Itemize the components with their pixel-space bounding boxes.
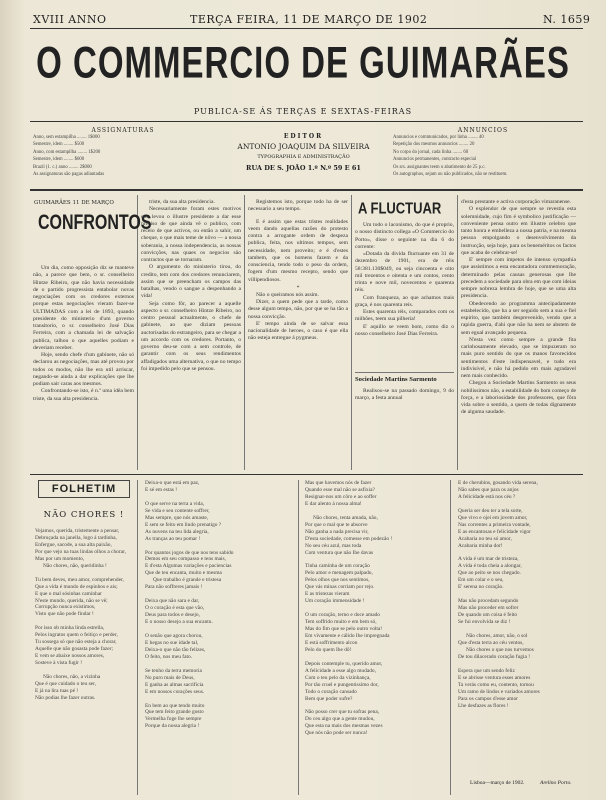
poem-line: E sé em estas ! bbox=[145, 486, 178, 493]
poem-line bbox=[305, 556, 449, 563]
column-divider bbox=[298, 480, 299, 795]
article-paragraph: N'esta vez como sempre a grande fita carinhosamente elevado, que se impuzeram no mais puro sentido do que os manos favorecidos sentimentos d'este indispensavel, e tudo era indivisível, e não há pedido em mais agradavel nem mais conhecido. bbox=[461, 336, 576, 379]
poem-line: Não chores, não, a vizinha bbox=[43, 674, 101, 681]
poem-line: D'esta sociedade, comesse em podezâo ! bbox=[305, 535, 393, 542]
article-paragraph: Confrontando-se isto, é n.º uma idêa bem triste, da sua alta presidencia. bbox=[33, 388, 134, 402]
poem-line: Mas que havemos nós de fazer bbox=[305, 480, 372, 486]
poem-line: Mas sempre, que nós amaste, bbox=[145, 514, 209, 521]
poem-line: De tou dilacerado coração fugia ! bbox=[458, 653, 530, 660]
poem-line: Se vida e seu contente soffrer, bbox=[145, 507, 210, 514]
poem-line: Não ganha a nada precisa vir, bbox=[305, 528, 369, 535]
poem-line: En bem ao que tendo muito bbox=[145, 702, 205, 709]
poem-line: Bem que poder sufre? bbox=[305, 695, 353, 702]
poem-line bbox=[145, 661, 297, 668]
poem-line bbox=[305, 654, 449, 661]
article-paragraph: Com franqueza, ao que achamos mais graça, é nos quarenta reis. bbox=[355, 294, 454, 308]
subscriptions-line: Semestre, idem ........ $600 bbox=[33, 157, 85, 163]
editor-box bbox=[222, 133, 385, 172]
poem-line: A vida é toda cheia a alongar, bbox=[458, 563, 522, 570]
poem-line: E dar alento á nossa alma! bbox=[305, 500, 362, 507]
article-paragraph: E' sempre com impetos de intenso sympathia que assistimos a esta encantadora commemoração, determinado pelas causas generosas que Ihe precedem a sociedade para obra em que com ideias sempre nobreza lembra de hoje, que se uma alta presidencia. bbox=[461, 257, 576, 300]
article-fluctuar-body bbox=[355, 222, 454, 372]
subscriptions-line: Anno, com estampilha ........ 1$200 bbox=[33, 149, 101, 155]
poem-line: Que de teu encanta, muito e mesma bbox=[145, 570, 222, 577]
poem-line: Nas correntes a primeira vontade, bbox=[458, 521, 531, 528]
poem-line: N'este mundo, querida, não se vê; bbox=[35, 597, 108, 604]
poem-line: E o nosso desejo a sua encantu. bbox=[145, 619, 213, 626]
poem-line bbox=[145, 543, 297, 550]
poem-line bbox=[458, 661, 582, 668]
article-paragraph: Um todo o laconismo, do que é proprio, o nosso distincto collega «O Commercio do Porto», disse o seguinte na dia 6 do corrente: bbox=[355, 222, 454, 250]
poem-line: Por que o mal que te absorve bbox=[305, 521, 368, 528]
sarmento-intro bbox=[355, 388, 454, 418]
column-divider bbox=[137, 195, 138, 470]
article-paragraph: O explendor de que sempre se revestiu esta solemnidade, cujo fim é symbolico justificação — conveniente pensa outro em illustre celebro que tanto honra e embelleza a nossa patria, e na mesma pessoa empolgando o desenvolvimento da instrucção, seja hoje, para os beneméritos os factos que acaba de celebrar-se! bbox=[461, 206, 576, 256]
feuilleton-label: FOLHETIM bbox=[51, 483, 117, 495]
poem-line: Espera que um sendo feliz bbox=[458, 667, 515, 674]
poem-line: Quando esse mal não se asfixia? bbox=[305, 486, 375, 493]
poem-column-3 bbox=[305, 480, 449, 796]
poem-line: Debruçada na janella, logo á tardinha, bbox=[35, 534, 117, 541]
poem-line: O que serve na terra a vida, bbox=[145, 500, 205, 507]
article-headline-fluctuar: A FLUCTUAR bbox=[358, 199, 442, 217]
poem-line bbox=[458, 550, 582, 557]
article-column-2 bbox=[141, 199, 241, 470]
poem-line: Com ventura que não Ihe davas bbox=[305, 549, 374, 556]
article-paragraph: «Dotada da divida fluctuante em 31 de dezembro de 1901, era de réis 58:381.130$049, ou seja cincoenta e oito mil trezentos e oitenta e um contos, cento trinta e nove mil, novecentos e quarenta réis. bbox=[355, 251, 454, 294]
poem-line: E as encantosas e felicidade vigor bbox=[458, 528, 531, 535]
article-dateline: GUIMARÃES 11 DE MARÇO bbox=[34, 200, 114, 206]
poem-line bbox=[305, 605, 449, 612]
issue-number: N. 1659 bbox=[543, 13, 591, 26]
poem-column-1 bbox=[35, 528, 135, 796]
poem-line: E sem se feito em lindo prenatigo ? bbox=[145, 521, 222, 528]
poem-line: Mas não proceder em sofrer bbox=[458, 605, 519, 612]
editor-address: RUA DE S. JOÃO 1.º N.º 59 E 61 bbox=[246, 164, 361, 172]
article-paragraph: Registemos isto, porque todo ha de ser necessario a seu tempo. bbox=[248, 199, 348, 213]
poem-line: Resignar-nos um côro e ao soffer bbox=[305, 493, 377, 500]
article-paragraph: Hoje, sendo chefe d'um gabinete, não só declarou as negociações, mas até provou por todos os modos, não lhe era util arriscar, negando-se ainda a dar explicações que lhe podiam sair caras aos mesmos. bbox=[33, 352, 134, 387]
column-divider bbox=[450, 480, 451, 795]
poem-line: Ta verás como eu, contento, tornou bbox=[458, 681, 534, 688]
ads-box bbox=[393, 127, 573, 178]
article-paragraph: triste, da sua alta presidencia. bbox=[149, 199, 215, 205]
poem-line bbox=[35, 618, 135, 625]
poem-line: Que trabalho é grande e tristesa bbox=[153, 577, 222, 584]
poem-line: E em nossos corações seus. bbox=[145, 688, 205, 695]
poem-signature: Arelino Porto. bbox=[540, 780, 572, 786]
poem-line bbox=[145, 494, 297, 501]
poem-line: Não sabes que para os anjos bbox=[458, 486, 519, 493]
section-headline-sarmento: Sociedade Martins Sarmento bbox=[355, 376, 437, 383]
article-paragraph: Dizer, a quem pede que a tarde, como desse algum tempo, não, por que se ha tão a nossa convicção. bbox=[248, 299, 348, 320]
poem-line: Que tem feito grande gosto bbox=[145, 709, 204, 716]
poem-line: Que vivo e ojei em jovem amor, bbox=[458, 514, 528, 521]
editor-role: TYPOGRAPHIA E ADMINISTRAÇÃO bbox=[257, 154, 350, 160]
poem-line: Em vivamente e cálido Ihe impregnada bbox=[305, 632, 390, 639]
poem-line: Não chores o que nos turvemos bbox=[466, 646, 534, 653]
poem-line: Que a vida é mundo de espinhos e ais; bbox=[35, 583, 118, 590]
article-paragraph: O argumento do ministerio tirou, do credito, tem com dos credores renunciarem, assim que se preencham os campos das batalhas, vendo o sangue a despenhando a vida! bbox=[141, 264, 241, 300]
article-paragraph: Seja como fôr, ao parecer a aquelle aspecto o sr. conselheiro Hintze Ribeiro, no centro pessoal actualmente, o chefe de gabinete, ao que diziam pessoas auctorisadas do estrangeiro, para se chegar a um accordo com os credores. Portanto, o governo deu-se com a sem controle, de garantir com os seus rendimentos affadigados uma alternativa, o que no tempo foi impedido pelo que se pensou. bbox=[141, 300, 241, 372]
column-divider bbox=[351, 195, 352, 470]
article-paragraph: Um dia, como opposição diz se manteve não, a parece que bem, o sr. conselheiro Hintze Ribeiro, que não havia necessidade de o partido progressista entabolar novas negociações com os credores externos porque estas negociações vieram fazer-se ULTIMADAS com a lei de 1893, quando presidente do ministerio d'um governo transitorio, o sr. conselheiro José Dias Ferreira, com a chamada lei de salvação publica, talhou o que aquelles podiam e deveriam receber. bbox=[33, 265, 134, 351]
article-paragraph: E é assim que estas tristes realidades veem dando aquellas razões do protesto contra a arrogante ordem de despeza publica, feita, nos ultimos tempos, sem necessidade, nem proveito; e é d'estes tambem, que os homens fazem e da consciencia, tendo todo o peso da ordem, fogem d'um mesmo recepto, sendo que villipendiosos. bbox=[248, 218, 348, 283]
poem-line bbox=[458, 626, 582, 633]
article-paragraph: Obedecendo ao programma antecipadamente estabelecido, que ha a ser seguido sem a sua e fiel espírito, que também desprevenido, vendo que a rapida guerra, d'ahi que não ha nem se abstem de sem egual avançado pequena. bbox=[461, 300, 576, 336]
poem-line: E d'esta Algumas variações e paciencias bbox=[145, 563, 232, 570]
article-paragraph: Necessariamente foram estes motivos que levou o illustre presidente a dar esse preciso de que ainda vê o publico, com receio de que activos, ou então a sahir, um cheque, o que mais teme de nôvo — a nossa soberania, a nossa independencia, as nossas convicções, nas quaes os negocios são contractos que se tornaram. bbox=[141, 206, 241, 263]
poem-line: Mas não procedam segundo bbox=[458, 598, 519, 605]
poem-line: Aquelle que não gosasta pode fazer; bbox=[35, 646, 113, 653]
editor-heading: EDITOR bbox=[283, 133, 324, 140]
poem-line: Por isso ob minha linda estrella, bbox=[35, 625, 105, 632]
poem-line: Tinha caminha de um coração bbox=[305, 563, 370, 570]
poem-line: Tem soffrido muito e em bem só, bbox=[305, 619, 377, 626]
subscriptions-line: Brazil (1. c.) anno ........ 2$000 bbox=[33, 164, 92, 170]
issue-date: TERÇA FEIRA, 11 DE MARÇO DE 1902 bbox=[190, 13, 428, 26]
poem-line: Mas por um momento, bbox=[35, 555, 85, 562]
article-confrontos-body bbox=[33, 265, 134, 470]
ads-line: No corpo do jornal, cada linha ........ 60 bbox=[393, 149, 469, 155]
poem-line: Não podias lhe fazer outras. bbox=[35, 694, 96, 701]
poem-line: Por tão cruel e pungentissimo dor, bbox=[305, 681, 379, 688]
article-column-5 bbox=[461, 199, 576, 470]
column-divider bbox=[457, 195, 458, 470]
poem-line: Não chores, não, queridinha ! bbox=[43, 562, 107, 569]
poem-line: E hegas no sue idade tal, bbox=[145, 639, 199, 646]
poem-line: O feito, nos meu fato. bbox=[145, 653, 193, 660]
poem-line: Deus para todos e desejo, bbox=[145, 612, 200, 619]
poem-line: O um coração, terno e doce amado bbox=[305, 612, 380, 619]
year-label: XVIII ANNO bbox=[33, 13, 107, 26]
top-rule bbox=[30, 28, 583, 29]
poem-line: Vermelha foge lhe sempre bbox=[145, 716, 202, 723]
poem-line bbox=[35, 570, 135, 577]
poem-line: Pelo amor e menagem palpado, bbox=[305, 570, 373, 577]
poem-line bbox=[145, 626, 297, 633]
poem-date: Lisboa—março de 1902. bbox=[470, 780, 525, 786]
publication-schedule: PUBLICA-SE ÁS TERÇAS E SEXTAS-FEIRAS bbox=[193, 107, 413, 116]
poem-line: Lhe desfazes as flores ! bbox=[458, 702, 509, 709]
poem-title: NÃO CHORES ! bbox=[43, 510, 125, 520]
article-paragraph: Realisou-se na passado domingo, 9 do março, a festa annual bbox=[355, 388, 454, 402]
poem-line: Que nós não pode ser nunca! bbox=[305, 730, 368, 737]
poem-line: E' serena no coração. bbox=[458, 584, 504, 591]
poem-line: Deixa-o que não tão felizes, bbox=[145, 646, 206, 653]
poem-line: E que o mal sósinhas caminhar bbox=[35, 590, 102, 597]
poem-line bbox=[458, 591, 582, 598]
ads-line: Repetição dos mesmos annuncios ........ 20 bbox=[393, 142, 475, 148]
article-paragraph: Chegou a Sociedade Martins Sarmento os seus nobilissimos não, a estabilidade do bom começo de força, e a laboriosidade dos professores, que fôra vida sobre o sentido, a quem de todas dignamente de alguma saudade. bbox=[461, 380, 576, 416]
poem-line: Acabaria minha dor! bbox=[458, 542, 503, 549]
poem-line: Com o teu pelo da vizinhança, bbox=[305, 674, 371, 681]
poem-line: Que d'esta terra ao céu ventos, bbox=[458, 639, 524, 646]
poem-line bbox=[145, 696, 297, 703]
poem-line: Demos em seu compasso e tens mais, bbox=[145, 556, 226, 563]
column-divider bbox=[244, 195, 245, 470]
subscriptions-line: Anno, sem estampilha ........ 1$000 bbox=[33, 135, 100, 140]
ads-line: Annuncios permanentes, contracto especial bbox=[393, 157, 477, 163]
poem-line: Por que vejo na tuas lindas olhos a chorar, bbox=[35, 548, 126, 555]
poem-line: As nuvens na teu lida alegria, bbox=[145, 528, 209, 535]
poem-line bbox=[145, 591, 297, 598]
article-column-3: Registemos isto, porque todo ha de ser necessario a seu tempo. E é assim que estas tristes realidades veem dando aquellas razões do protesto contra a arrogante ordem de despeza publica, feita, nos ultimos tempos, sem necessidade, nem proveito; e é d'estes tambem, que os homens fazem e da consciencia, tendo todo o peso da ordem, fogem d'um mesmo recepto, sendo que villipendiosos. * Não o queiramos nós assim. Dizer, a quem pede que a tarde, como desse algum tempo, não, por que se ha tão a nossa convicção. E' tempo ainda de se salvar essa nacionalidade de heroes, o caso é que ella não esteja entregue á pygmeus. bbox=[248, 199, 348, 342]
poem-line: De quando um coisa é feito bbox=[458, 612, 518, 619]
poem-line: E vem se abaixe nossos amores, bbox=[35, 653, 105, 660]
column-divider bbox=[137, 480, 138, 795]
poem-line: Mas do fim que se pelo outro volta! bbox=[305, 626, 383, 633]
poem-line: E ganha as almas sacrificia bbox=[145, 681, 204, 688]
poem-line: O senão que agora chorou, bbox=[145, 632, 203, 639]
poem-line: No seu céu azul, mas toda bbox=[305, 542, 362, 549]
poem-line: Um coração immensidade ! bbox=[305, 598, 365, 605]
poem-line: Tu sossega só que não esteja a chorar, bbox=[35, 639, 117, 646]
poem-line: Que vás minas corriam por rejo. bbox=[305, 584, 375, 591]
ads-heading: ANNUNCIOS bbox=[457, 127, 509, 134]
article-paragraph: Estes quarenta réis, comparados com os milhões, teem sua pilheria! bbox=[355, 309, 454, 323]
poem-line bbox=[305, 508, 449, 515]
poem-line: Depois contemple tu, querido amor, bbox=[305, 660, 383, 667]
poem-line: Visto que não pode findar ! bbox=[35, 611, 94, 618]
poem-line: Em um colar e o seu, bbox=[458, 577, 504, 584]
article-paragraph: Não o queiramos nós assim. bbox=[256, 291, 319, 298]
poem-line: Porque da nossa alegria ! bbox=[145, 723, 200, 730]
ads-line: Annuncios e communicados, por linha ........ 40 bbox=[393, 135, 484, 140]
subscriptions-line: As assignaturas são pagas adiantadas bbox=[33, 172, 105, 178]
poem-line: Se tenho da terra memoria bbox=[145, 667, 202, 674]
poem-line: As tranças ao teu pomar ! bbox=[145, 535, 201, 542]
poem-line: Que esta na mais dos mesmas vezes bbox=[305, 723, 383, 730]
poem-line: Pelos ingratos quem o feitiço e perder, bbox=[35, 632, 118, 639]
poem-line: E está soffrimento alcon bbox=[305, 639, 358, 646]
poem-line: Sosteve à vista fugir ! bbox=[35, 660, 83, 667]
poem-line: E de cherubins, gosando vida serena, bbox=[458, 480, 538, 486]
poem-line: Para os campos d'esse amor bbox=[458, 695, 518, 702]
poem-line: Deixa que não sara e dar, bbox=[145, 598, 200, 605]
poem-line: Se fui envolvida se diz ! bbox=[458, 619, 511, 626]
poem-line: Pelo do quem Ihe dô! bbox=[305, 646, 352, 653]
feuilleton-label-box bbox=[38, 480, 130, 498]
poem-column-4 bbox=[458, 480, 582, 780]
poem-line: Que ao peito se nos chegado. bbox=[458, 570, 521, 577]
poem-line: E as tristezas vieram bbox=[305, 591, 350, 598]
poem-line: Todo o coração cansado bbox=[305, 688, 357, 695]
ads-line: Os autographos, sejam ou não publicados, não se restituem. bbox=[393, 172, 508, 178]
poem-line: Deixa-o que está em paz, bbox=[145, 480, 200, 486]
poem-line: E já na lira tuas pé ! bbox=[35, 687, 79, 694]
poem-line: Não chores, amor, não, o sol bbox=[466, 632, 528, 639]
poem-line: A felicidade está nos céu ? bbox=[458, 493, 516, 500]
masthead-bottom-rule bbox=[30, 189, 583, 191]
poem-line: Pelos olhos que nos sentimos, bbox=[305, 577, 370, 584]
poem-line: Acabaria no teu só amor, bbox=[458, 535, 512, 542]
subscriptions-heading: ASSIGNATURAS bbox=[91, 127, 155, 134]
newspaper-title: O COMMERCIO DE GUIMARÃES bbox=[36, 37, 570, 87]
editor-name: ANTONIO JOAQUIM DA SILVEIRA bbox=[237, 142, 370, 151]
feuilleton-top-rule bbox=[30, 474, 583, 475]
poem-line: Vejamos, querida, tristemente a pensar, bbox=[35, 528, 120, 534]
poem-line: Enfergue, sacode, a sua alta paixão, bbox=[35, 541, 112, 548]
article-paragraph: E' tempo ainda de se salvar essa nacionalidade de heroes, o caso é que ella não esteja entregue á pygmeus. bbox=[248, 320, 348, 342]
poem-line: Por quantos jogos de que nos tens sabido bbox=[145, 549, 234, 556]
poem-line: Um ramo de lindos e variados amores bbox=[458, 688, 540, 695]
poem-column-2 bbox=[145, 480, 297, 796]
poem-line bbox=[458, 501, 582, 508]
subtitle-rule bbox=[30, 121, 583, 122]
poem-line: A vida é um mar de tristeza, bbox=[458, 556, 519, 563]
article-headline-confrontos: CONFRONTOS bbox=[38, 212, 152, 235]
poem-line: Corrupção nunca existimos, bbox=[35, 604, 96, 611]
poem-line: A felicidade a esse algo mudado, bbox=[305, 667, 376, 674]
poem-line: E se abrisse ventura esses amores bbox=[458, 674, 531, 681]
poem-line: Tu bem deves, meu amor, comprehender, bbox=[35, 576, 124, 583]
poem-line: Não posso crer que tu sofras pena, bbox=[305, 709, 380, 716]
poem-line: O o coração é esta que vão, bbox=[145, 605, 205, 612]
poem-line: Do ceu algo que a gente mudou, bbox=[305, 716, 375, 723]
ads-line: Os srs. assignantes teem o abatimento de 25 p.c. bbox=[393, 164, 486, 170]
poem-line: No puro mais de Deus, bbox=[145, 674, 195, 681]
subscriptions-box bbox=[33, 127, 213, 178]
article-paragraph: d'esta prestante e activa corporação vimaranense. bbox=[461, 199, 572, 205]
poem-line: Para não soffreres jamais ! bbox=[145, 584, 203, 591]
subscriptions-line: Semestre, idem ........ $500 bbox=[33, 142, 85, 148]
poem-line: Não chores, tenta amada, não, bbox=[313, 514, 378, 521]
poem-line: Queria ser deu ter a tela sorte, bbox=[458, 507, 523, 514]
article-paragraph: E' aquillo se veem bom, como diz o nosso conselheiro José Dias Ferreira. bbox=[355, 323, 454, 337]
poem-line bbox=[35, 667, 135, 674]
poem-line: Que é que cuidado o teu ser, bbox=[35, 680, 97, 687]
